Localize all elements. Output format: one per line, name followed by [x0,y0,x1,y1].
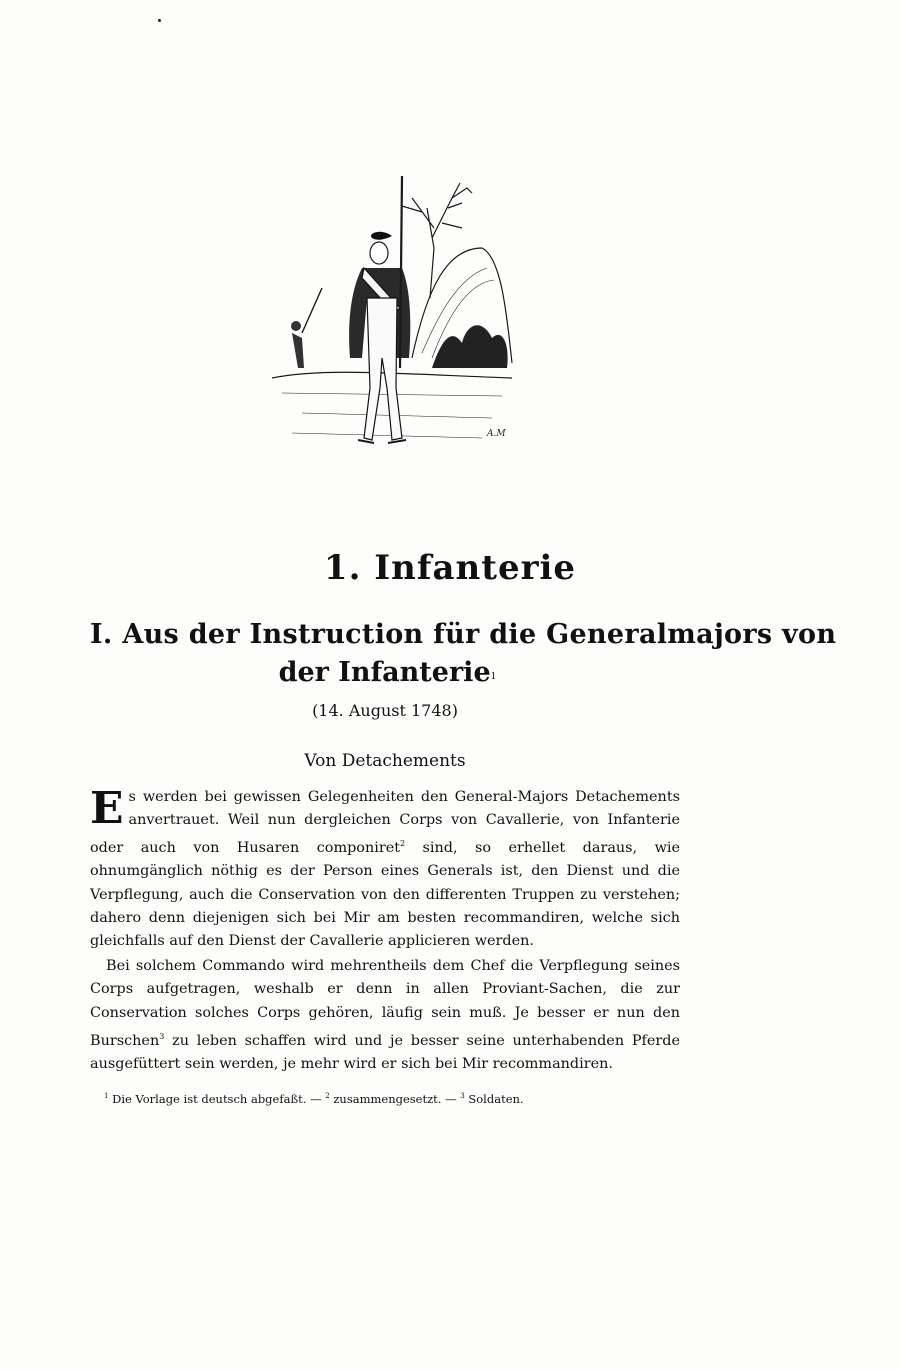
paragraph-2-text-a: Bei solchem Commando wird mehrentheils dem Chef die Verpflegung seines Corps aufgetragen, weshalb er denn in allen Proviant-Sachen, die zur Conservation solches Corps gehören, läufig sein muß. Je besser er nun den Burschen [90,958,680,1049]
footnote-ref-1: 1 [490,672,497,682]
footnotes [104,1088,684,1107]
soldier-illustration [262,168,522,468]
body-text [90,783,681,1076]
paragraph-1 [90,783,681,953]
paragraph-2 [90,955,680,1076]
heading-line-2 [90,654,685,692]
footnote-3-number: 3 [460,1092,465,1100]
chapter-title: 1. Infanterie [323,548,577,588]
footnote-1-number: 1 [104,1092,109,1100]
footnote-ref-3: 3 [159,1031,165,1041]
footnote-3-text: Soldaten. [464,1091,524,1106]
date-line: (14. August 1748) [312,701,458,720]
footnote-ref-2: 2 [400,839,406,849]
artist-signature: A.M [487,429,506,439]
footnote-1-text: Die Vorlage ist deutsch abgefaßt. — [108,1091,326,1106]
section-heading [90,616,837,692]
printer-speck [158,19,161,22]
footnote-2-text: zusammengesetzt. — [329,1091,461,1106]
paragraph-2-text-b: zu leben schaffen wird und je besser seine unterhabenden Pferde ausgefüttert sein werden, je mehr wird er sich bei Mir recommandiren. [90,1032,680,1072]
heading-line-1: I. Aus der Instruction für die Generalmajors von [90,619,837,650]
paragraph-1-text-a: s werden bei gewissen Gelegenheiten den General-Majors Detachements anvertrauet. Weil nun dergleichen Corps von Cavallerie, von Infanterie oder auch von Husaren componiret [90,789,680,857]
subheading: Von Detachements [304,751,466,771]
heading-line-2-text: der Infanterie [278,657,491,688]
paragraph-1-text-b: sind, so erhellet daraus, wie ohnumgänglich nöthig es der Person eines Generals ist, den Dienst und die Verpflegung, auch die Conservation von den differenten Truppen zu verstehen; dahero denn diejenigen sich bei Mir am besten recommandiren, welche sich gleichfalls auf den Dienst der Cavallerie applicieren werden. [90,840,681,950]
drop-cap: E [90,783,124,834]
footnote-2-number: 2 [325,1092,330,1100]
